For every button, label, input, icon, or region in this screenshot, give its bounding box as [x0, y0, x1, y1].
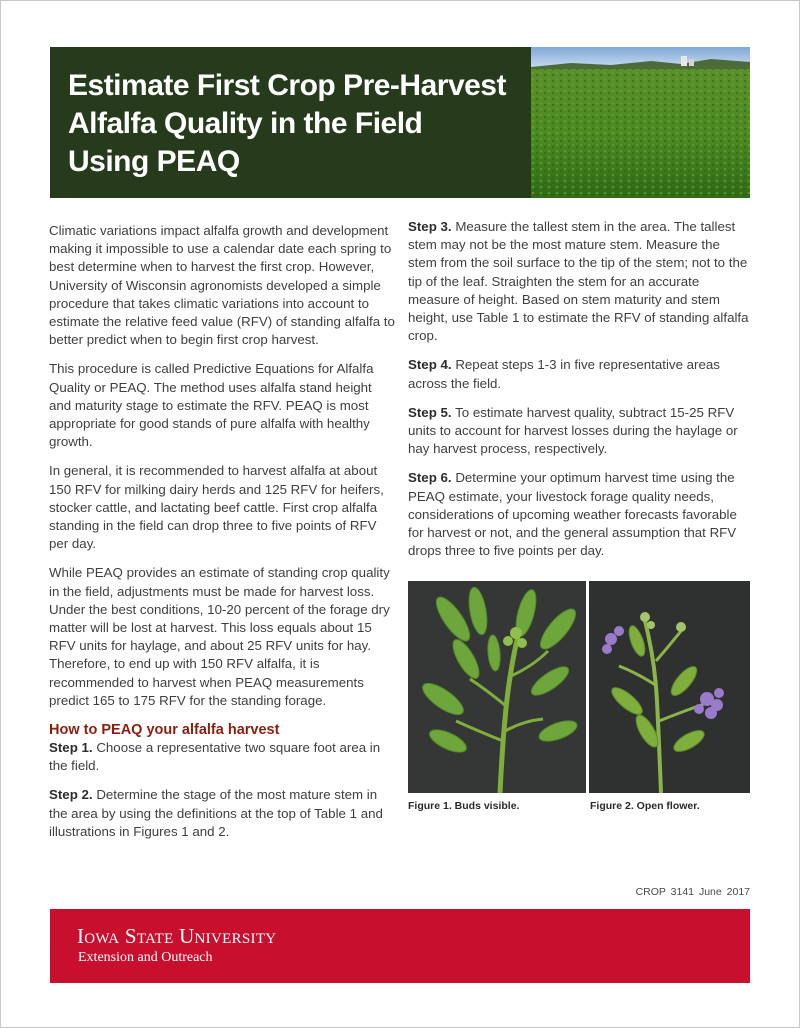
title-line-1: Estimate First Crop Pre-Harvest — [68, 69, 506, 102]
harvest-loss-paragraph: While PEAQ provides an estimate of standing crop quality in the field, adjustments must be made for harvest loss. Under the best conditions, 10-20 percent of the forage dry matter will be lost at harvest. This loss equals about 15 RFV units for haylage, and about 25 RFV units for hay. Therefore, to end up with 150 RFV alfalfa, it is recommended to harvest when PEAQ measurements predict 165 to 175 RFV for the standing forage. — [49, 565, 390, 708]
step-label: Step 1. — [49, 740, 93, 756]
university-wordmark: Iowa State University — [77, 924, 277, 948]
publication-id — [600, 886, 750, 898]
step-label: Step 6. — [408, 470, 452, 486]
publication-number: CROP 3141 — [635, 886, 695, 898]
step-text: Measure the tallest stem in the area. The tallest stem may not be the most mature stem. Measure the stem from the soil surface to the tip of the stem; not to the tip of the leaf. Straighten the stem for an accurate measure of height. Based on stem maturity and stem height, use Table 1 to estimate the RFV of standing alfalfa crop. — [408, 219, 749, 344]
peaq-paragraph: This procedure is called Predictive Equations for Alfalfa Quality or PEAQ. The method uses alfalfa stand height and maturity stage to estimate the RFV. PEAQ is most appropriate for good stands of pure alfalfa with healthy growth. — [49, 361, 374, 450]
step-text: Repeat steps 1-3 in five representative areas across the field. — [408, 357, 720, 391]
step-text: Choose a representative two square foot area in the field. — [49, 740, 381, 774]
title-line-2: Alfalfa Quality in the Field — [68, 107, 423, 140]
rfv-target-paragraph: In general, it is recommended to harvest alfalfa at about 150 RFV for milking dairy herds and 125 RFV for heifers, stocker cattle, and lactating beef cattle. First crop alfalfa standing in the field can drop three to five points of RFV per day. — [49, 463, 384, 552]
step-3 — [408, 218, 750, 345]
footer-band — [50, 909, 750, 983]
title-line-3: Using PEAQ — [68, 145, 240, 178]
step-label: Step 5. — [408, 404, 452, 420]
page-title — [68, 67, 538, 181]
step-1 — [49, 739, 397, 775]
header-band — [50, 47, 750, 198]
section-heading: How to PEAQ your alfalfa harvest — [49, 722, 280, 739]
figure-2-caption: Figure 2. Open flower. — [590, 800, 700, 812]
step-text: Determine your optimum harvest time using the PEAQ estimate, your livestock forage quality needs, considerations of upcoming weather forecasts favorable for harvest or not, and the general assumption that RFV drops three to five points per day. — [408, 470, 737, 559]
step-label: Step 3. — [408, 219, 452, 234]
step-label: Step 2. — [49, 787, 93, 803]
alfalfa-field-photo — [531, 47, 750, 198]
extension-subtitle: Extension and Outreach — [78, 950, 213, 965]
figure-1-caption: Figure 1. Buds visible. — [408, 800, 520, 812]
figure-2-flower-photo — [589, 581, 750, 793]
step-5 — [408, 404, 750, 459]
intro-paragraph: Climatic variations impact alfalfa growth and development making it impossible to use a calendar date each spring to best determine when to harvest the first crop. However, University of Wisconsin agronomists developed a simple procedure that takes climatic variations into account to estimate the relative feed value (RFV) of standing alfalfa to better predict when to begin first crop harvest. — [49, 223, 395, 348]
step-text: To estimate harvest quality, subtract 15-25 RFV units to account for harvest losses during the haylage or hay harvest process, respectively. — [408, 404, 738, 457]
publication-date: June 2017 — [698, 886, 750, 898]
step-4 — [408, 356, 750, 392]
step-6 — [408, 469, 750, 560]
left-column — [49, 222, 397, 852]
step-2 — [49, 786, 397, 841]
step-text: Determine the stage of the most mature stem in the area by using the definitions at the top of Table 1 and illustrations in Figures 1 and 2. — [49, 787, 383, 839]
figure-1-buds-photo — [408, 581, 586, 793]
right-column — [408, 218, 750, 571]
step-label: Step 4. — [408, 357, 452, 373]
